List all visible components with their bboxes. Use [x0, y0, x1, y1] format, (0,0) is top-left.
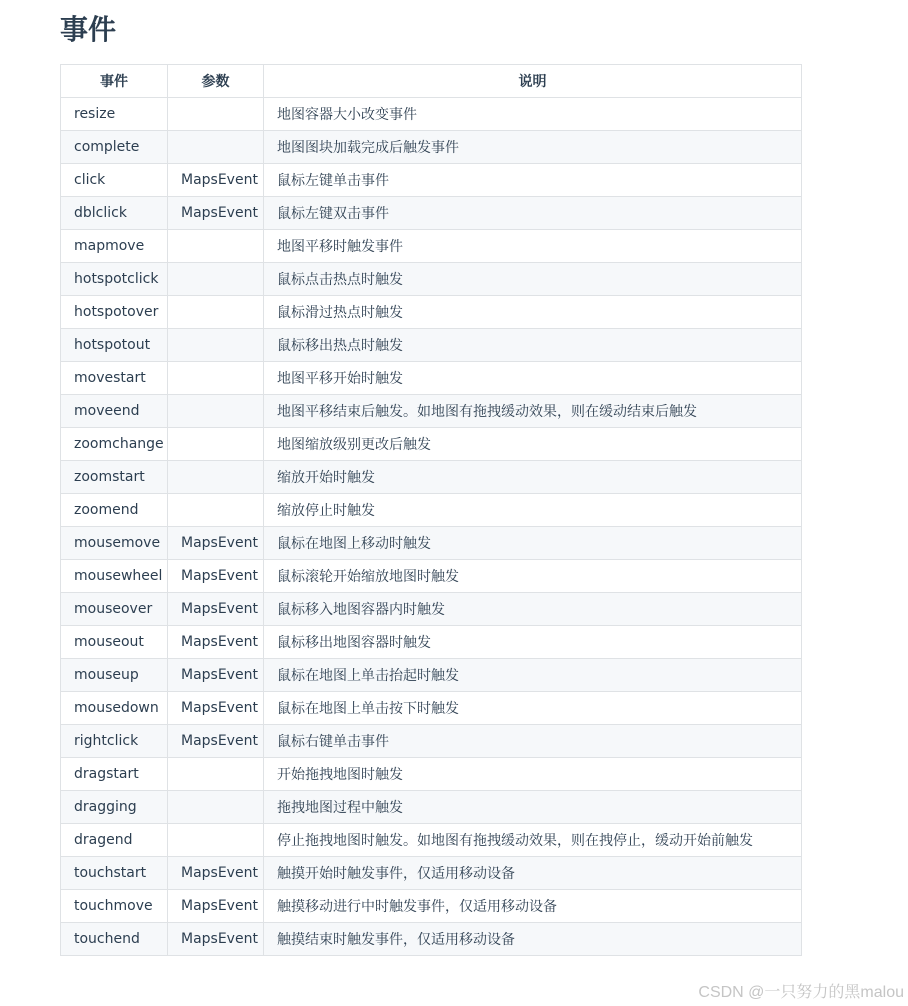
table-row — [61, 362, 802, 395]
cell-desc: 鼠标在地图上单击按下时触发 — [264, 692, 802, 725]
cell-event: dblclick — [61, 197, 168, 230]
table-row — [61, 857, 802, 890]
cell-event: touchstart — [61, 857, 168, 890]
page-title: 事件 — [60, 13, 117, 46]
cell-event: hotspotout — [61, 329, 168, 362]
cell-event: mapmove — [61, 230, 168, 263]
table-row — [61, 659, 802, 692]
cell-param — [168, 494, 264, 527]
cell-desc: 地图平移时触发事件 — [264, 230, 802, 263]
cell-event: mousedown — [61, 692, 168, 725]
cell-event: zoomstart — [61, 461, 168, 494]
table-row — [61, 890, 802, 923]
table-row — [61, 428, 802, 461]
table-row — [61, 263, 802, 296]
cell-desc: 鼠标移出热点时触发 — [264, 329, 802, 362]
cell-event: zoomend — [61, 494, 168, 527]
cell-event: dragend — [61, 824, 168, 857]
cell-param — [168, 758, 264, 791]
table-body — [61, 98, 802, 956]
cell-param — [168, 791, 264, 824]
table-row — [61, 692, 802, 725]
cell-desc: 鼠标左键双击事件 — [264, 197, 802, 230]
cell-desc: 缩放开始时触发 — [264, 461, 802, 494]
cell-desc: 地图图块加载完成后触发事件 — [264, 131, 802, 164]
table-row — [61, 758, 802, 791]
events-table — [60, 64, 802, 956]
cell-desc: 鼠标左键单击事件 — [264, 164, 802, 197]
cell-event: mouseout — [61, 626, 168, 659]
cell-event: movestart — [61, 362, 168, 395]
cell-param — [168, 263, 264, 296]
cell-param — [168, 98, 264, 131]
table-row — [61, 527, 802, 560]
cell-event: mousewheel — [61, 560, 168, 593]
cell-param — [168, 329, 264, 362]
cell-param: MapsEvent — [168, 923, 264, 956]
cell-event: dragstart — [61, 758, 168, 791]
cell-desc: 缩放停止时触发 — [264, 494, 802, 527]
cell-param — [168, 296, 264, 329]
cell-param — [168, 131, 264, 164]
cell-desc: 鼠标点击热点时触发 — [264, 263, 802, 296]
cell-desc: 地图平移开始时触发 — [264, 362, 802, 395]
cell-param: MapsEvent — [168, 626, 264, 659]
cell-event: mousemove — [61, 527, 168, 560]
cell-event: moveend — [61, 395, 168, 428]
cell-desc: 鼠标在地图上单击抬起时触发 — [264, 659, 802, 692]
cell-param: MapsEvent — [168, 560, 264, 593]
cell-param — [168, 824, 264, 857]
header-param: 参数 — [168, 65, 264, 98]
cell-event: resize — [61, 98, 168, 131]
header-desc: 说明 — [264, 65, 802, 98]
cell-desc: 地图缩放级别更改后触发 — [264, 428, 802, 461]
cell-desc: 鼠标移入地图容器内时触发 — [264, 593, 802, 626]
table-row — [61, 98, 802, 131]
cell-param: MapsEvent — [168, 890, 264, 923]
cell-event: complete — [61, 131, 168, 164]
cell-event: touchmove — [61, 890, 168, 923]
cell-desc: 拖拽地图过程中触发 — [264, 791, 802, 824]
header-event: 事件 — [61, 65, 168, 98]
cell-param: MapsEvent — [168, 692, 264, 725]
cell-desc: 鼠标滑过热点时触发 — [264, 296, 802, 329]
cell-event: hotspotover — [61, 296, 168, 329]
table-row — [61, 230, 802, 263]
cell-event: click — [61, 164, 168, 197]
cell-param — [168, 428, 264, 461]
cell-param: MapsEvent — [168, 197, 264, 230]
cell-desc: 地图容器大小改变事件 — [264, 98, 802, 131]
cell-event: zoomchange — [61, 428, 168, 461]
cell-param: MapsEvent — [168, 527, 264, 560]
cell-param: MapsEvent — [168, 659, 264, 692]
table-row — [61, 164, 802, 197]
table-row — [61, 329, 802, 362]
table-row — [61, 791, 802, 824]
cell-desc: 触摸移动进行中时触发事件，仅适用移动设备 — [264, 890, 802, 923]
cell-param: MapsEvent — [168, 857, 264, 890]
cell-desc: 鼠标在地图上移动时触发 — [264, 527, 802, 560]
watermark: CSDN @一只努力的黑malou — [698, 984, 904, 1001]
cell-desc: 触摸结束时触发事件，仅适用移动设备 — [264, 923, 802, 956]
table-row — [61, 626, 802, 659]
cell-param — [168, 230, 264, 263]
cell-param: MapsEvent — [168, 164, 264, 197]
cell-param: MapsEvent — [168, 593, 264, 626]
cell-event: hotspotclick — [61, 263, 168, 296]
table-row — [61, 560, 802, 593]
table-row — [61, 296, 802, 329]
table-row — [61, 131, 802, 164]
table-row — [61, 197, 802, 230]
cell-desc: 鼠标右键单击事件 — [264, 725, 802, 758]
cell-desc: 鼠标滚轮开始缩放地图时触发 — [264, 560, 802, 593]
cell-param — [168, 395, 264, 428]
table-header-row — [61, 65, 802, 98]
cell-desc: 鼠标移出地图容器时触发 — [264, 626, 802, 659]
cell-event: dragging — [61, 791, 168, 824]
cell-desc: 触摸开始时触发事件，仅适用移动设备 — [264, 857, 802, 890]
table-row — [61, 395, 802, 428]
table-row — [61, 824, 802, 857]
cell-event: mouseup — [61, 659, 168, 692]
table-row — [61, 725, 802, 758]
cell-desc: 地图平移结束后触发。如地图有拖拽缓动效果，则在缓动结束后触发 — [264, 395, 802, 428]
table-row — [61, 494, 802, 527]
cell-event: rightclick — [61, 725, 168, 758]
cell-event: mouseover — [61, 593, 168, 626]
cell-desc: 开始拖拽地图时触发 — [264, 758, 802, 791]
cell-param: MapsEvent — [168, 725, 264, 758]
cell-param — [168, 362, 264, 395]
table-row — [61, 461, 802, 494]
cell-event: touchend — [61, 923, 168, 956]
table-row — [61, 923, 802, 956]
table-row — [61, 593, 802, 626]
cell-param — [168, 461, 264, 494]
cell-desc: 停止拖拽地图时触发。如地图有拖拽缓动效果，则在拽停止，缓动开始前触发 — [264, 824, 802, 857]
